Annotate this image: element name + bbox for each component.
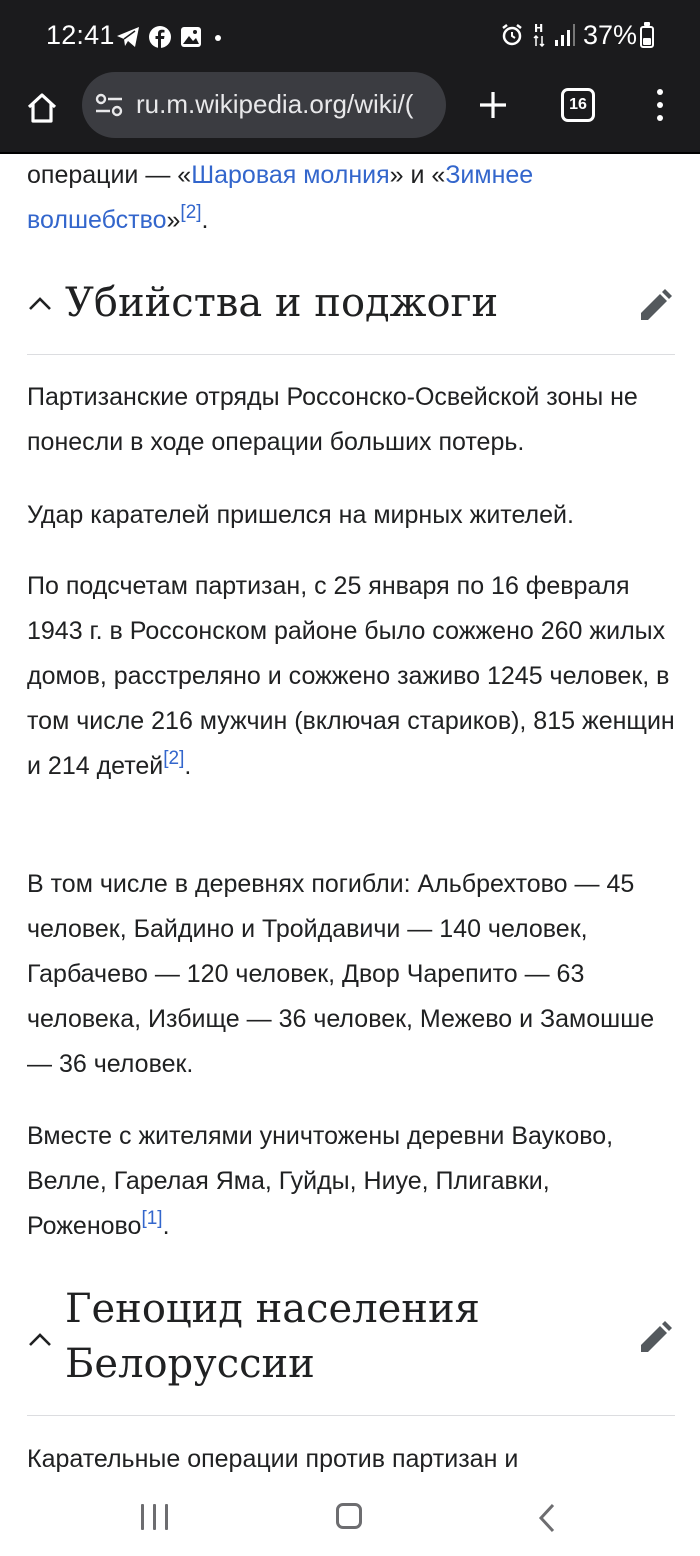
telegram-icon [116, 26, 140, 48]
menu-dot [657, 89, 663, 95]
link-sharovaya-molniya[interactable]: Шаровая молния [191, 161, 390, 189]
plus-icon [477, 89, 509, 121]
battery-fill [643, 38, 651, 45]
system-icons [500, 22, 576, 48]
section-title: Убийства и поджоги [65, 280, 499, 326]
paragraph-text: . [162, 1212, 170, 1240]
home-button[interactable] [18, 84, 66, 132]
section-header-ubiystva[interactable] [27, 266, 675, 355]
reference-link[interactable]: [1] [141, 1208, 163, 1229]
menu-dot [657, 102, 663, 108]
recent-bar [141, 1504, 144, 1530]
section-header-genotsid[interactable] [27, 1280, 675, 1416]
intro-text: операции — « [27, 161, 192, 189]
paragraph: Удар карателей пришелся на мирных жителей. [27, 501, 574, 529]
intro-paragraph [27, 153, 677, 243]
section-title-line: Белоруссии [65, 1341, 315, 1387]
alarm-icon [500, 23, 524, 47]
home-icon [25, 91, 59, 125]
facebook-icon [149, 26, 171, 48]
system-nav-bar [0, 1486, 700, 1556]
paragraph-text: По подсчетам партизан, с 25 января по 16 февраля 1943 г. в Россонском районе было сожжено 260 жилых домов, расстреляно и сожжено заживо 1245 человек, в том числе 216 мужчин (включая стариков), 815 женщин и 214 детей [27, 572, 675, 780]
link-text[interactable]: волшебство [27, 206, 167, 234]
intro-text: » [166, 206, 181, 234]
address-bar[interactable] [82, 72, 446, 138]
recent-apps-button[interactable] [141, 1504, 168, 1530]
data-h-icon [532, 22, 546, 48]
status-bar [0, 0, 700, 72]
paragraph: В том числе в деревнях погибли: Альбрехтово — 45 человек, Байдино и Тройдавичи — 140 человек, Гарбачево — 120 человек, Двор Чарепито — 63 человека, Избище — 36 человек, Межево и Замошше — 36 человек. [27, 870, 655, 1078]
reference-link[interactable]: [2] [163, 748, 185, 769]
notification-icons [116, 26, 225, 48]
battery-icon [640, 26, 654, 48]
paragraph: Партизанские отряды Россонско-Освейской зоны не понесли в ходе операции больших потерь. [27, 383, 638, 456]
status-time: 12:41 [46, 20, 115, 50]
site-settings-icon[interactable] [94, 90, 124, 120]
section-title [65, 1282, 480, 1392]
paragraph: Карательные операции против партизан и [27, 1445, 519, 1473]
browser-toolbar [0, 72, 700, 154]
paragraph-text: Вместе с жителями уничтожены деревни Вауково, Велле, Гарелая Яма, Гуйды, Ниуе, Плигавки, Роженово [27, 1122, 614, 1240]
back-icon[interactable] [537, 1502, 557, 1534]
edit-pencil-icon[interactable] [637, 1320, 673, 1356]
link-text[interactable]: Зимнее [445, 161, 534, 189]
recent-bar [153, 1504, 156, 1530]
gallery-icon [180, 26, 202, 48]
more-menu-button[interactable] [640, 82, 680, 128]
svg-text:H: H [534, 22, 544, 35]
nav-home-button[interactable] [336, 1503, 362, 1529]
paragraph [27, 1114, 677, 1249]
new-tab-button[interactable] [470, 82, 516, 128]
reference-link[interactable]: [2] [180, 202, 202, 223]
battery-percent: 37% [583, 20, 638, 50]
menu-dot [657, 115, 663, 121]
signal-icon [554, 23, 576, 47]
dot-icon [211, 26, 225, 48]
paragraph-text: . [184, 752, 192, 780]
paragraph [27, 564, 677, 789]
url-text[interactable]: ru.m.wikipedia.org/wiki/( [136, 89, 414, 119]
intro-text: » и « [389, 161, 446, 189]
recent-bar [165, 1504, 168, 1530]
intro-text: . [201, 206, 209, 234]
tab-switcher-button[interactable]: 16 [561, 88, 595, 122]
edit-pencil-icon[interactable] [637, 288, 673, 324]
chevron-up-icon[interactable] [27, 1330, 53, 1348]
chevron-up-icon[interactable] [27, 294, 53, 312]
section-title-line: Геноцид населения [65, 1286, 480, 1332]
